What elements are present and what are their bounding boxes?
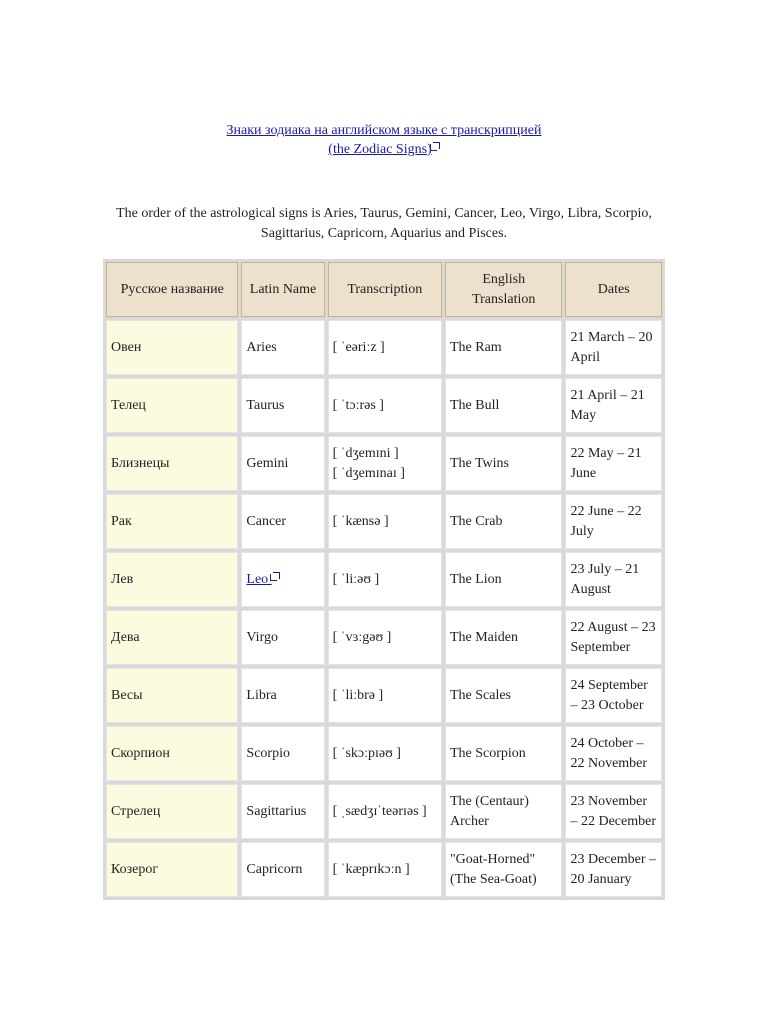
header-transcription: Transcription [328,262,442,317]
cell-latin-name [241,552,324,607]
cell-russian-name: Стрелец [106,784,238,839]
cell-dates: 21 April – 21 May [565,378,662,433]
external-link-icon[interactable] [433,142,440,149]
transcription-variant: [ ˈdʒemɪnaɪ ] [332,465,405,481]
header-english-translation: English Translation [445,262,563,317]
cell-russian-name: Козерог [106,842,238,897]
cell-latin-name: Cancer [241,494,324,549]
table-row [106,668,662,723]
cell-latin-name: Sagittarius [241,784,324,839]
cell-english: The Scorpion [445,726,563,781]
cell-english: The Maiden [445,610,563,665]
table-row [106,436,662,491]
cell-english: The Crab [445,494,563,549]
cell-transcription: [ ˌsædʒɪˈteərɪəs ] [328,784,442,839]
page-title [0,121,768,159]
cell-transcription: [ ˈtɔːrəs ] [328,378,442,433]
cell-dates: 24 October – 22 November [565,726,662,781]
cell-dates: 23 July – 21 August [565,552,662,607]
external-link-icon[interactable] [273,572,280,579]
title-link[interactable] [227,123,542,157]
title-line1: Знаки зодиака на английском языке с транскрипцией [226,123,542,138]
cell-russian-name: Телец [106,378,238,433]
title-line2: (the Zodiac Signs) [328,142,432,157]
table-row [106,726,662,781]
cell-latin-name: Taurus [241,378,324,433]
cell-latin-name: Gemini [241,436,324,491]
cell-english: The Twins [445,436,563,491]
cell-dates: 22 June – 22 July [565,494,662,549]
table-row [106,552,662,607]
table-row [106,610,662,665]
cell-transcription: [ ˈskɔːpɪəʊ ] [328,726,442,781]
cell-dates: 23 December – 20 January [565,842,662,897]
cell-transcription [328,436,442,491]
cell-english: "Goat-Horned" (The Sea-Goat) [445,842,563,897]
leo-link[interactable]: Leo [246,571,272,587]
transcription-variant: [ ˈdʒemɪni ] [332,445,399,461]
cell-dates: 21 March – 20 April [565,320,662,375]
cell-transcription: [ ˈkæprɪkɔːn ] [328,842,442,897]
cell-dates: 22 August – 23 September [565,610,662,665]
cell-english: The Bull [445,378,563,433]
cell-russian-name: Дева [106,610,238,665]
header-dates: Dates [565,262,662,317]
cell-russian-name: Близнецы [106,436,238,491]
cell-latin-name: Libra [241,668,324,723]
intro-paragraph: The order of the astrological signs is Aries, Taurus, Gemini, Cancer, Leo, Virgo, Libra, Scorpio, Sagittarius, Capricorn, Aquarius and Pisces. [116,206,652,241]
table-row [106,494,662,549]
cell-russian-name: Рак [106,494,238,549]
zodiac-table [103,259,665,900]
cell-latin-name: Scorpio [241,726,324,781]
cell-transcription: [ ˈkænsə ] [328,494,442,549]
header-russian-name: Русское название [106,262,238,317]
cell-dates: 22 May – 21 June [565,436,662,491]
cell-transcription: [ ˈeəriːz ] [328,320,442,375]
cell-transcription: [ ˈliːəʊ ] [328,552,442,607]
table-row [106,784,662,839]
cell-dates: 24 September – 23 October [565,668,662,723]
cell-dates: 23 November – 22 December [565,784,662,839]
cell-english: The Ram [445,320,563,375]
cell-english: The Lion [445,552,563,607]
cell-transcription: [ ˈliːbrə ] [328,668,442,723]
cell-russian-name: Весы [106,668,238,723]
cell-russian-name: Скорпион [106,726,238,781]
cell-russian-name: Лев [106,552,238,607]
header-latin-name: Latin Name [241,262,324,317]
cell-latin-name: Virgo [241,610,324,665]
table-header-row [106,262,662,317]
table-row [106,378,662,433]
table-row [106,320,662,375]
cell-latin-name: Capricorn [241,842,324,897]
cell-russian-name: Овен [106,320,238,375]
cell-transcription: [ ˈvɜːgəʊ ] [328,610,442,665]
table-row [106,842,662,897]
cell-latin-name: Aries [241,320,324,375]
cell-english: The (Centaur) Archer [445,784,563,839]
cell-english: The Scales [445,668,563,723]
